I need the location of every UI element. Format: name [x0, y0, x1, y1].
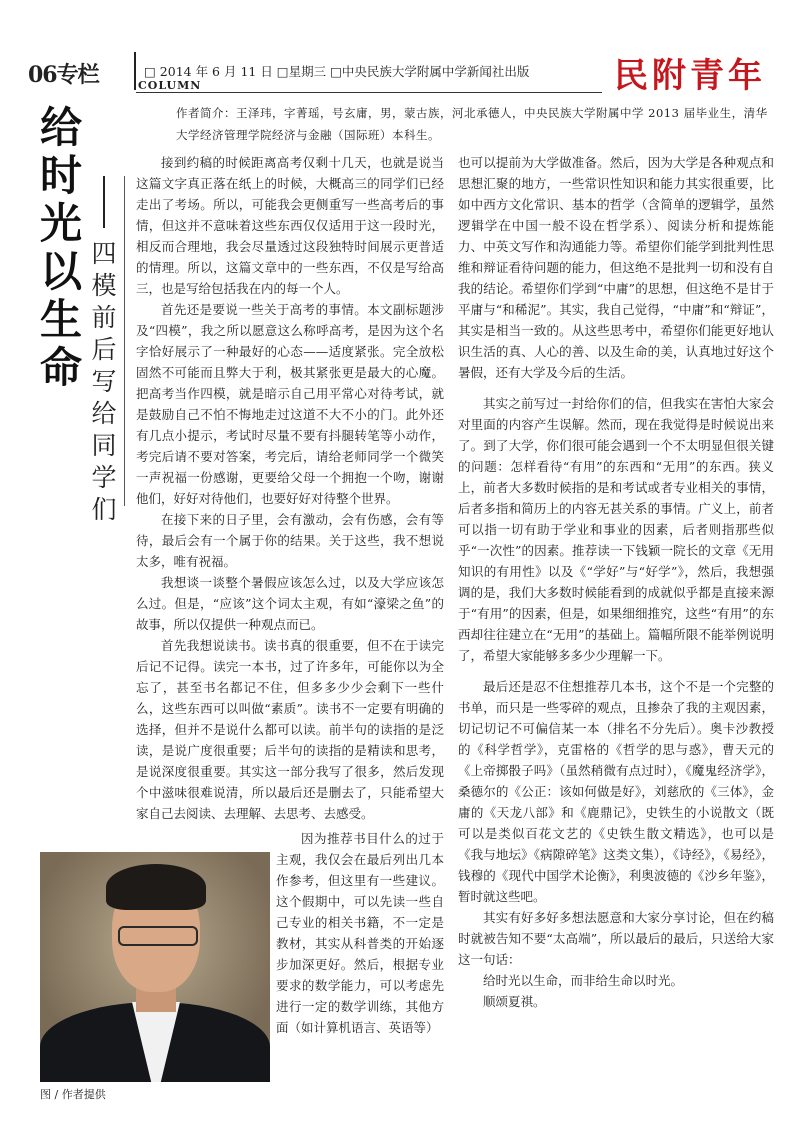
subtitle-char: 前	[91, 303, 117, 332]
section-label: COLUMN	[138, 79, 202, 92]
paragraph: 接到约稿的时候距离高考仅剩十几天，也就是说当这篇文字真正落在纸上的时候，大概高三的同学们已经走出了考场。所以，可能我会更侧重写一些高考后的事情，但这并不意味着这些东西仅仅适用于这一段时光，相反而合理地，我会尽量透过这段独特时间展示更普适的情理。所以，这篇文章中的一些东西，不仅是写给高三，也是写给包括我在内的每一个人。	[136, 155, 444, 296]
paragraph: 其实有好多好多想法愿意和大家分享讨论，但在约稿时就被告知不要“太高端”，所以最后的最后，只送给大家这一句话：	[458, 910, 774, 967]
paragraph: 顺颂夏祺。	[483, 994, 546, 1009]
subtitle-char: 同	[91, 431, 117, 460]
author-photo	[40, 852, 270, 1082]
page-number: 06专栏	[28, 62, 99, 88]
subtitle-char: 后	[91, 335, 117, 364]
title-char: 生	[39, 295, 82, 344]
subtitle-dash	[103, 176, 105, 228]
paragraph: 给时光以生命，而非给生命以时光。	[483, 973, 684, 988]
paragraph: 因为推荐书目什么的过于主观，我仅会在最后列出几本作参考，但这里有一些建议。这个假期中，可以先读一些自己专业的相关书籍，不一定是教材，其实从科普类的开始逐步加深更好。然后，根据专业要求的数学能力，可以考虑先进行一定的数学训练，其他方面（如计算机语言、英语等）	[276, 831, 444, 1035]
title-rule	[124, 176, 125, 506]
author-intro: 作者简介：王泽玮，字菁瑶，号玄庸，男，蒙古族，河北承德人，中央民族大学附属中学 2013 届毕业生，清华大学经济管理学院经济与金融（国际班）本科生。	[176, 106, 768, 142]
paragraph: 首先我想说读书。读书真的很重要，但不在于读完后记不记得。读完一本书，过了许多年，可能你以为全忘了，甚至书名都记不住，但多多少少会剩下一些什么，这些东西可以叫做“素质”。读书不一定要有明确的选择，但并不是说什么都可以读。前半句的读指的是泛读，是说广度很重要；后半句的读指的是精读和思考，是说深度很重要。其实这一部分我写了很多，然后发现个中滋味很难说清，所以最后还是删去了，只能希望大家自己去阅读、去理解、去思考、去感受。	[136, 638, 444, 821]
subtitle-char: 四	[91, 239, 117, 268]
title-char: 以	[39, 247, 82, 296]
page-header	[28, 44, 780, 96]
paragraph: 最后还是忍不住想推荐几本书，这个不是一个完整的书单，而只是一些零碎的观点，且掺杂了我的主观因素，切记切记不可偏信某一本（排名不分先后）。奥卡沙教授的《科学哲学》，克雷格的《哲学的思与惑》，曹天元的《上帝掷骰子吗》（虽然稍微有点过时），《魔鬼经济学》，桑德尔的《公正：该如何做是好》，刘慈欣的《三体》，金庸的《天龙八部》和《鹿鼎记》，史铁生的小说散文（既可以是类似百花文艺的《史铁生散文精选》，也可以是《我与地坛》《病隙碎笔》这类文集），《诗经》，《易经》，钱穆的《现代中国学术论衡》，利奥波德的《沙乡年鉴》，暂时就这些吧。	[458, 679, 774, 904]
subtitle-char: 学	[91, 463, 117, 492]
header-rule	[136, 92, 602, 93]
title-char: 命	[39, 343, 82, 392]
paragraph: 在接下来的日子里，会有激动，会有伤感，会有等待，最后会有一个属于你的结果。关于这些，我不想说太多，唯有祝福。	[136, 512, 444, 569]
paragraph: 其实之前写过一封给你们的信，但我实在害怕大家会对里面的内容产生误解。然而，现在我觉得是时候说出来了。到了大学，你们很可能会遇到一个不太明显但很关键的问题：怎样看待“有用”的东西和“无用”的东西。狭义上，前者大多数时候指的是和考试或者专业相关的事情，后者多指和简历上的内容无甚关系的事情。广义上，前者可以指一切有助于学业和事业的因素，后者则指那些似乎“一次性”的因素。推荐读一下钱颖一院长的文章《无用知识的有用性》以及《“学好”与“好学”》，然后，我想强调的是，我们大多数时候能看到的成就似乎都是直接来源于“有用”的因素，但是，如果细细推究，这些“有用”的东西却往往建立在“无用”的基础上。篇幅所限不能举例说明了，希望大家能够多多少少理解一下。	[458, 396, 774, 663]
header-divider	[134, 52, 136, 90]
article-column-right	[458, 152, 774, 1012]
article-subtitle	[84, 176, 124, 526]
photo-caption: 图 / 作者提供	[40, 1088, 106, 1101]
paragraph: 也可以提前为大学做准备。然后，因为大学是各种观点和思想汇聚的地方，一些常识性知识和能力其实很重要，比如中西方文化常识、基本的哲学（含简单的逻辑学，虽然逻辑学在中国一般不设在哲学系）、阅读分析和提炼能力、中英文写作和沟通能力等。希望你们能学到批判性思维和辩证看待问题的能力，但这绝不是批判一切和没有自我的结论。希望你们学到“中庸”的思想，但这绝不是甘于平庸与“和稀泥”。其实，我自己觉得，“中庸”和“辩证”，其实是相当一致的。从这些思考中，希望你们能更好地认识生活的真、人心的善、以及生命的美，认真地过好这个暑假，还有大学及今后的生活。	[458, 155, 774, 380]
title-char: 时	[39, 151, 82, 200]
issue-info: □ 2014 年 6 月 11 日 □星期三 □中央民族大学附属中学新闻社出版	[144, 64, 530, 79]
paragraph: 我想谈一谈整个暑假应该怎么过，以及大学应该怎么过。但是，“应该”这个词太主观，有如“濠梁之鱼”的故事，所以仅提供一种观点而已。	[136, 575, 444, 632]
subtitle-char: 们	[91, 495, 117, 524]
subtitle-char: 模	[91, 271, 117, 300]
article-title	[38, 104, 84, 392]
paragraph: 首先还是要说一些关于高考的事情。本文副标题涉及“四模”，我之所以愿意这么称呼高考，是因为这个名字恰好展示了一种最好的心态——适度紧张。完全放松固然不可能而且弊大于利，极其紧张更是最大的心魔。把高考当作四模，就是暗示自己用平常心对待考试，就是鼓励自己不怕不悔地走过这道不大不小的门。此外还有几点小提示，考试时尽量不要有抖腿转笔等小动作，考完后请不要对答案，考完后，请给老师同学一个微笑一声祝福一份感谢，更要给父母一个拥抱一个吻，谢谢他们，好好对待他们，也要好好对待整个世界。	[136, 302, 444, 506]
subtitle-char: 给	[91, 399, 117, 428]
title-char: 给	[39, 103, 82, 152]
newspaper-logo: 民附青年	[614, 56, 766, 96]
subtitle-char: 写	[91, 367, 117, 396]
title-char: 光	[39, 199, 82, 248]
